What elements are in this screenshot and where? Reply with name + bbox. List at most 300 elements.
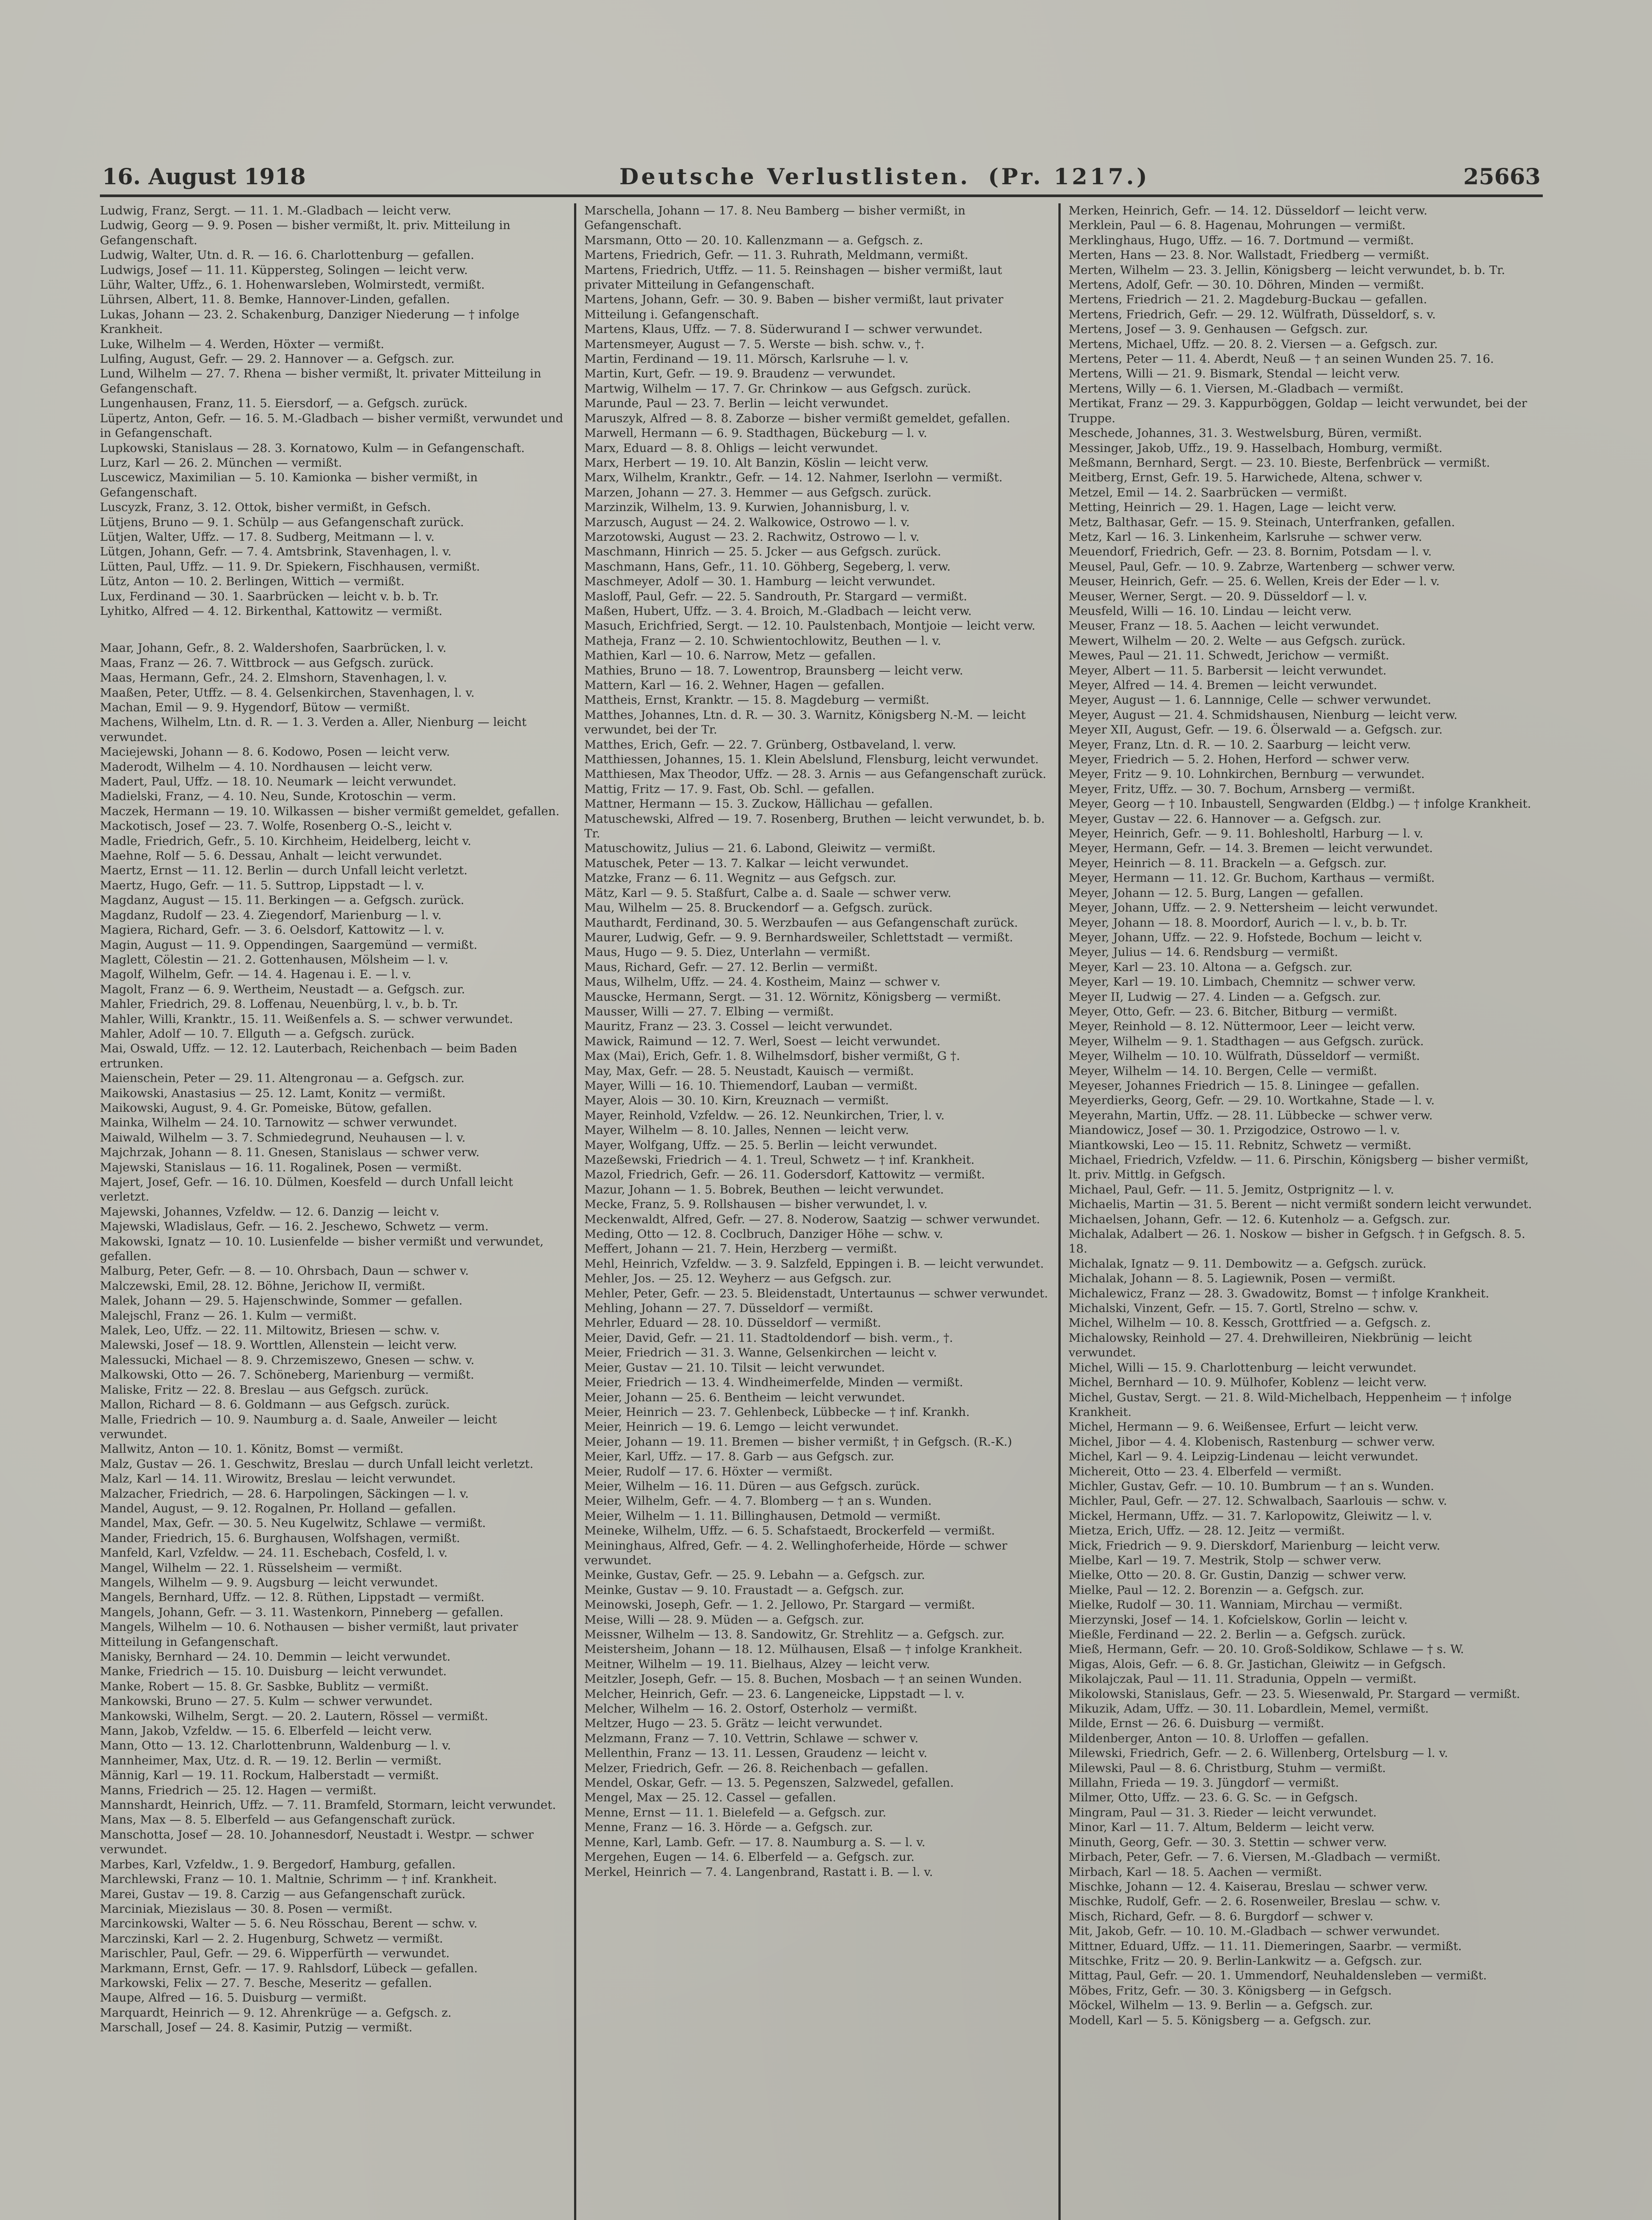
casualty-entry: Mertens, Adolf, Gefr. — 30. 10. Döhren, Minden — vermißt. [1069, 278, 1424, 292]
casualty-entry: Meinke, Gustav — 9. 10. Fraustadt — a. Gefgsch. zur. [584, 1583, 904, 1597]
casualty-entry: Marzen, Johann — 27. 3. Hemmer — aus Gefgsch. zurück. [584, 485, 932, 500]
casualty-entry: Mathien, Karl — 10. 6. Narrow, Metz — gefallen. [584, 649, 876, 663]
casualty-entry: Mai, Oswald, Uffz. — 12. 12. Lauterbach, Reichenbach — beim Baden ertrunken. [100, 1042, 517, 1070]
casualty-entry: Mauscke, Hermann, Sergt. — 31. 12. Wörnitz, Königsberg — vermißt. [584, 990, 1001, 1004]
casualty-entry: Manke, Robert — 15. 8. Gr. Sasbke, Bublitz — vermißt. [100, 1679, 429, 1693]
casualty-entry: Menne, Ernst — 11. 1. Bielefeld — a. Gefgsch. zur. [584, 1805, 887, 1820]
casualty-entry: Meyer, Alfred — 14. 4. Bremen — leicht verwundet. [1069, 678, 1377, 692]
casualty-entry: Mahler, Willi, Kranktr., 15. 11. Weißenfels a. S. — schwer verwundet. [100, 1012, 513, 1026]
casualty-entry: Melzmann, Franz — 7. 10. Vettrin, Schlawe — schwer v. [584, 1731, 919, 1745]
casualty-entry: Marischler, Paul, Gefr. — 29. 6. Wipperfürth — verwundet. [100, 1946, 450, 1961]
casualty-entry: Maczek, Hermann — 19. 10. Wilkassen — bisher vermißt gemeldet, gefallen. [100, 804, 560, 818]
casualty-entry: Malek, Johann — 29. 5. Hajenschwinde, Sommer — gefallen. [100, 1294, 463, 1308]
casualty-entry: Lulfing, August, Gefr. — 29. 2. Hannover — a. Gefgsch. zur. [100, 352, 455, 366]
casualty-entry: Mayer, Willi — 16. 10. Thiemendorf, Lauban — vermißt. [584, 1078, 918, 1093]
casualty-entry: Meyer, August — 1. 6. Lannnige, Celle — schwer verwundet. [1069, 693, 1431, 707]
casualty-entry: Meyer, Karl — 19. 10. Limbach, Chemnitz — schwer verw. [1069, 975, 1416, 989]
casualty-entry: Michael, Friedrich, Vzfeldw. — 11. 6. Pirschin, Königsberg — bisher vermißt, lt. priv. Mittlg. in Gefgsch. [1069, 1153, 1529, 1182]
casualty-entry: Majchrzak, Johann — 8. 11. Gnesen, Stanislaus — schwer verw. [100, 1146, 479, 1160]
casualty-entry: Lühr, Walter, Uffz., 6. 1. Hohenwarsleben, Wolmirstedt, vermißt. [100, 278, 485, 292]
casualty-entry: May, Max, Gefr. — 28. 5. Neustadt, Kauisch — vermißt. [584, 1064, 914, 1078]
casualty-entry: Meuser, Heinrich, Gefr. — 25. 6. Wellen, Kreis der Eder — l. v. [1069, 575, 1440, 589]
casualty-entry: Marschall, Josef — 24. 8. Kasimir, Putzig — vermißt. [100, 2021, 412, 2035]
casualty-entry: Malzacher, Friedrich, — 28. 6. Harpolingen, Säckingen — l. v. [100, 1487, 469, 1501]
casualty-entry: Meyer, Otto, Gefr. — 23. 6. Bitcher, Bitburg — vermißt. [1069, 1004, 1398, 1019]
casualty-entry: Lütjen, Walter, Uffz. — 17. 8. Sudberg, Meitmann — l. v. [100, 530, 435, 544]
casualty-entry: Mielke, Rudolf — 30. 11. Wanniam, Mirchau — vermißt. [1069, 1598, 1403, 1612]
header-rule [100, 194, 1543, 197]
casualty-entry: Malek, Leo, Uffz. — 22. 11. Miltowitz, Briesen — schw. v. [100, 1324, 440, 1338]
casualty-entry: Marcinkowski, Walter — 5. 6. Neu Rösschau, Berent — schw. v. [100, 1917, 478, 1931]
casualty-entry: Mander, Friedrich, 15. 6. Burghausen, Wolfshagen, vermißt. [100, 1531, 460, 1545]
casualty-entry: Mattheis, Ernst, Kranktr. — 15. 8. Magdeburg — vermißt. [584, 693, 930, 707]
casualty-entry: Martwig, Wilhelm — 17. 7. Gr. Chrinkow — aus Gefgsch. zurück. [584, 381, 971, 396]
casualty-entry: Mirbach, Peter, Gefr. — 7. 6. Viersen, M.-Gladbach — vermißt. [1069, 1850, 1441, 1864]
casualty-entry: Matuschewski, Alfred — 19. 7. Rosenberg, Bruthen — leicht verwundet, b. b. Tr. [584, 812, 1045, 841]
casualty-entry: Mertens, Peter — 11. 4. Aberdt, Neuß — † an seinen Wunden 25. 7. 16. [1069, 352, 1494, 366]
casualty-entry: Mauthardt, Ferdinand, 30. 5. Werzbaufen — aus Gefangenschaft zurück. [584, 916, 1018, 930]
casualty-entry: Mankowski, Wilhelm, Sergt. — 20. 2. Lautern, Rössel — vermißt. [100, 1709, 488, 1723]
casualty-entry: Millahn, Frieda — 19. 3. Jüngdorf — vermißt. [1069, 1776, 1339, 1790]
casualty-entry: Madle, Friedrich, Gefr., 5. 10. Kirchheim, Heidelberg, leicht v. [100, 834, 471, 848]
casualty-entry: Meitberg, Ernst, Gefr. 19. 5. Harwichede, Altena, schwer v. [1069, 471, 1423, 485]
casualty-entry: Mankowski, Bruno — 27. 5. Kulm — schwer verwundet. [100, 1694, 433, 1709]
casualty-entry: Mazur, Johann — 1. 5. Bobrek, Beuthen — leicht verwundet. [584, 1182, 944, 1197]
casualty-entry: Maertz, Ernst — 11. 12. Berlin — durch Unfall leicht verletzt. [100, 864, 467, 878]
casualty-entry: Martens, Friedrich, Gefr. — 11. 3. Ruhrath, Meldmann, vermißt. [584, 248, 968, 262]
casualty-entry: Lütjens, Bruno — 9. 1. Schülp — aus Gefangenschaft zurück. [100, 515, 464, 529]
casualty-entry: Magdanz, August — 15. 11. Berkingen — a. Gefgsch. zurück. [100, 893, 464, 908]
casualty-entry: Mazol, Friedrich, Gefr. — 26. 11. Godersdorf, Kattowitz — vermißt. [584, 1168, 985, 1182]
casualty-entry: Mickel, Hermann, Uffz. — 31. 7. Karlopowitz, Gleiwitz — l. v. [1069, 1509, 1432, 1523]
casualty-entry: Michler, Gustav, Gefr. — 10. 10. Bumbrum — † an s. Wunden. [1069, 1479, 1434, 1493]
casualty-entry: Mitschke, Fritz — 20. 9. Berlin-Lankwitz — a. Gefgsch. zur. [1069, 1954, 1422, 1968]
casualty-entry: Mattig, Fritz — 17. 9. Fast, Ob. Schl. — gefallen. [584, 782, 875, 796]
casualty-entry: Makowski, Ignatz — 10. 10. Lusienfelde — bisher vermißt und verwundet, gefallen. [100, 1234, 544, 1264]
casualty-entry: Meier, Heinrich — 23. 7. Gehlenbeck, Lübbecke — † inf. Krankh. [584, 1405, 970, 1419]
casualty-entry: Michalak, Adalbert — 26. 1. Noskow — bisher in Gefgsch. † in Gefgsch. 8. 5. 18. [1069, 1227, 1525, 1256]
casualty-entry: Meier, Friedrich — 31. 3. Wanne, Gelsenkirchen — leicht v. [584, 1346, 937, 1360]
casualty-entry: Meyerdierks, Georg, Gefr. — 29. 10. Wortkahne, Stade — l. v. [1069, 1094, 1435, 1108]
casualty-entry: Meyer, Johann — 18. 8. Moordorf, Aurich — l. v., b. b. Tr. [1069, 916, 1407, 930]
casualty-entry: Mertens, Josef — 3. 9. Genhausen — Gefgsch. zur. [1069, 322, 1368, 337]
casualty-entry: Michalewicz, Franz — 28. 3. Gwadowitz, Bomst — † infolge Krankheit. [1069, 1286, 1490, 1300]
casualty-entry: Meyer, Reinhold — 8. 12. Nüttermoor, Leer — leicht verw. [1069, 1019, 1415, 1034]
casualty-entry: Messinger, Jakob, Uffz., 19. 9. Hasselbach, Homburg, vermißt. [1069, 441, 1442, 455]
casualty-entry: Magolt, Franz — 6. 9. Wertheim, Neustadt — a. Gefgsch. zur. [100, 982, 465, 996]
casualty-entry: Mattner, Hermann — 15. 3. Zuckow, Hällichau — gefallen. [584, 797, 933, 811]
casualty-entry: Martens, Friedrich, Utffz. — 11. 5. Reinshagen — bisher vermißt, laut privater Mitteilung in Gefangenschaft. [584, 263, 1002, 292]
casualty-entry: Meier, Johann — 25. 6. Bentheim — leicht verwundet. [584, 1390, 905, 1404]
casualty-entry: Mallwitz, Anton — 10. 1. Könitz, Bomst — vermißt. [100, 1442, 404, 1456]
casualty-entry: Mackotisch, Josef — 23. 7. Wolfe, Rosenberg O.-S., leicht v. [100, 819, 452, 833]
casualty-entry: Mikuzik, Adam, Uffz. — 30. 11. Lobardlein, Memel, vermißt. [1069, 1702, 1429, 1716]
casualty-entry: Meinowski, Joseph, Gefr. — 1. 2. Jellowo, Pr. Stargard — vermißt. [584, 1598, 975, 1612]
casualty-entry: Majert, Josef, Gefr. — 16. 10. Dülmen, Koesfeld — durch Unfall leicht verletzt. [100, 1175, 513, 1204]
casualty-entry: Mayer, Alois — 30. 10. Kirn, Kreuznach — vermißt. [584, 1094, 889, 1108]
casualty-entry: Manfeld, Karl, Vzfeldw. — 24. 11. Eschebach, Cosfeld, l. v. [100, 1546, 448, 1560]
casualty-entry: Michel, Karl — 9. 4. Leipzig-Lindenau — leicht verwundet. [1069, 1450, 1418, 1464]
casualty-entry: Lührsen, Albert, 11. 8. Bemke, Hannover-Linden, gefallen. [100, 293, 450, 307]
casualty-entry: Meyer, Heinrich — 8. 11. Brackeln — a. Gefgsch. zur. [1069, 856, 1387, 870]
casualty-entry: Meinke, Gustav, Gefr. — 25. 9. Lebahn — a. Gefgsch. zur. [584, 1568, 925, 1582]
casualty-entry: Mertens, Friedrich — 21. 2. Magdeburg-Buckau — gefallen. [1069, 293, 1427, 307]
casualty-entry: Marx, Wilhelm, Kranktr., Gefr. — 14. 12. Nahmer, Iserlohn — vermißt. [584, 471, 1003, 485]
casualty-entry: Melzer, Friedrich, Gefr. — 26. 8. Reichenbach — gefallen. [584, 1761, 929, 1775]
casualty-entry: Meffert, Johann — 21. 7. Hein, Herzberg — vermißt. [584, 1242, 897, 1256]
casualty-entry: Mangels, Wilhelm — 9. 9. Augsburg — leicht verwundet. [100, 1575, 438, 1590]
header-title: Deutsche Verlustlisten. [619, 163, 971, 190]
casualty-entry: Mertens, Willy — 6. 1. Viersen, M.-Gladbach — vermißt. [1069, 381, 1404, 396]
casualty-entry: Melcher, Heinrich, Gefr. — 23. 6. Langeneicke, Lippstadt — l. v. [584, 1687, 965, 1701]
casualty-entry: Maderodt, Wilhelm — 4. 10. Nordhausen — leicht verw. [100, 760, 433, 774]
casualty-entry: Mieß, Hermann, Gefr. — 20. 10. Groß-Soldikow, Schlawe — † s. W. [1069, 1642, 1464, 1657]
casualty-list-columns [100, 203, 1543, 2220]
casualty-entry: Maschmeyer, Adolf — 30. 1. Hamburg — leicht verwundet. [584, 575, 935, 589]
casualty-entry: Maschmann, Hans, Gefr., 11. 10. Göhberg, Segeberg, l. verw. [584, 559, 951, 574]
casualty-entry: Mittner, Eduard, Uffz. — 11. 11. Diemeringen, Saarbr. — vermißt. [1069, 1939, 1462, 1953]
casualty-entry: Mertens, Willi — 21. 9. Bismark, Stendal — leicht verw. [1069, 367, 1400, 381]
casualty-entry: Marwell, Hermann — 6. 9. Stadthagen, Bückeburg — l. v. [584, 426, 927, 440]
casualty-entry: Mannheimer, Max, Utz. d. R. — 19. 12. Berlin — vermißt. [100, 1753, 442, 1768]
casualty-entry: Matuschek, Peter — 13. 7. Kalkar — leicht verwundet. [584, 856, 909, 870]
casualty-entry: Lütten, Paul, Uffz. — 11. 9. Dr. Spiekern, Fischhausen, vermißt. [100, 559, 480, 574]
casualty-entry: Luscyzk, Franz, 3. 12. Ottok, bisher vermißt, in Gefsch. [100, 500, 431, 515]
casualty-entry: Meyer, Karl — 23. 10. Altona — a. Gefgsch. zur. [1069, 960, 1353, 974]
casualty-entry: Mehler, Peter, Gefr. — 23. 5. Bleidenstadt, Untertaunus — schwer verwundet. [584, 1286, 1048, 1300]
casualty-entry: Matzke, Franz — 6. 11. Wegnitz — aus Gefgsch. zur. [584, 871, 896, 885]
casualty-entry: Martin, Ferdinand — 19. 11. Mörsch, Karlsruhe — l. v. [584, 352, 909, 366]
casualty-entry: Metz, Balthasar, Gefr. — 15. 9. Steinach, Unterfranken, gefallen. [1069, 515, 1455, 529]
casualty-entry: Mittag, Paul, Gefr. — 20. 1. Ummendorf, Neuhaldensleben — vermißt. [1069, 1969, 1487, 1983]
casualty-entry: Marx, Eduard — 8. 8. Ohligs — leicht verwundet. [584, 441, 879, 455]
casualty-entry: Meyer, Gustav — 22. 6. Hannover — a. Gefgsch. zur. [1069, 812, 1382, 826]
casualty-entry: Meitzler, Joseph, Gefr. — 15. 8. Buchen, Mosbach — † an seinen Wunden. [584, 1672, 1022, 1686]
casualty-entry: Meuendorf, Friedrich, Gefr. — 23. 8. Bornim, Potsdam — l. v. [1069, 545, 1432, 559]
casualty-entry: Mann, Otto — 13. 12. Charlottenbrunn, Waldenburg — l. v. [100, 1739, 451, 1753]
casualty-entry: Malle, Friedrich — 10. 9. Naumburg a. d. Saale, Anweiler — leicht verwundet. [100, 1412, 497, 1441]
casualty-entry: Mikolowski, Stanislaus, Gefr. — 23. 5. Wiesenwald, Pr. Stargard — vermißt. [1069, 1687, 1520, 1701]
casualty-entry: Meyer II, Ludwig — 27. 4. Linden — a. Gefgsch. zur. [1069, 990, 1381, 1004]
casualty-entry: Michel, Hermann — 9. 6. Weißensee, Erfurt — leicht verw. [1069, 1420, 1418, 1434]
casualty-entry: Meuser, Werner, Sergt. — 20. 9. Düsseldorf — l. v. [1069, 589, 1367, 603]
casualty-entry: Miandowicz, Josef — 30. 1. Przigodzice, Ostrowo — l. v. [1069, 1123, 1400, 1138]
casualty-entry: Ludwigs, Josef — 11. 11. Küppersteg, Solingen — leicht verw. [100, 263, 468, 277]
casualty-entry: Marquardt, Heinrich — 9. 12. Ahrenkrüge — a. Gefgsch. z. [100, 2006, 452, 2020]
casualty-entry: Meier, Gustav — 21. 10. Tilsit — leicht verwundet. [584, 1360, 885, 1375]
casualty-entry: Meier, Wilhelm — 1. 11. Billinghausen, Detmold — vermißt. [584, 1509, 941, 1523]
casualty-entry: Mayer, Reinhold, Vzfeldw. — 26. 12. Neunkirchen, Trier, l. v. [584, 1108, 945, 1122]
casualty-entry: Merkel, Heinrich — 7. 4. Langenbrand, Rastatt i. B. — l. v. [584, 1865, 933, 1879]
casualty-entry: Menne, Karl, Lamb. Gefr. — 17. 8. Naumburg a. S. — l. v. [584, 1835, 926, 1849]
casualty-entry: Meyerahn, Martin, Uffz. — 28. 11. Lübbecke — schwer verw. [1069, 1108, 1433, 1122]
casualty-entry: Manke, Friedrich — 15. 10. Duisburg — leicht verwundet. [100, 1665, 447, 1679]
casualty-entry: Maas, Franz — 26. 7. Wittbrock — aus Gefgsch. zurück. [100, 656, 434, 670]
casualty-entry: Merklein, Paul — 6. 8. Hagenau, Mohrungen — vermißt. [1069, 218, 1406, 233]
casualty-entry: Madielski, Franz, — 4. 10. Neu, Sunde, Krotoschin — verm. [100, 789, 456, 804]
casualty-entry: Milde, Ernst — 26. 6. Duisburg — vermißt. [1069, 1717, 1324, 1731]
casualty-entry: Michel, Jibor — 4. 4. Klobenisch, Rastenburg — schwer verw. [1069, 1435, 1435, 1449]
casualty-entry: Meltzer, Hugo — 23. 5. Grätz — leicht verwundet. [584, 1717, 883, 1731]
casualty-entry: Malburg, Peter, Gefr. — 8. — 10. Ohrsbach, Daun — schwer v. [100, 1264, 469, 1278]
casualty-entry: Meier, Wilhelm — 16. 11. Düren — aus Gefgsch. zurück. [584, 1479, 920, 1493]
casualty-entry: Michel, Gustav, Sergt. — 21. 8. Wild-Michelbach, Heppenheim — † infolge Krankheit. [1069, 1390, 1512, 1419]
casualty-entry: Markmann, Ernst, Gefr. — 17. 9. Rahlsdorf, Lübeck — gefallen. [100, 1961, 478, 1975]
casualty-entry: Mattern, Karl — 16. 2. Wehner, Hagen — gefallen. [584, 678, 885, 692]
casualty-entry: Meyer, Johann — 12. 5. Burg, Langen — gefallen. [1069, 886, 1364, 900]
casualty-entry: Minor, Karl — 11. 7. Altum, Belderm — leicht verw. [1069, 1820, 1375, 1835]
casualty-entry: Malczewski, Emil, 28. 12. Böhne, Jerichow II, vermißt. [100, 1279, 425, 1293]
casualty-entry: Mausser, Willi — 27. 7. Elbing — vermißt. [584, 1004, 834, 1019]
casualty-entry: Michler, Paul, Gefr. — 27. 12. Schwalbach, Saarlouis — schw. v. [1069, 1494, 1447, 1508]
casualty-entry: Marzusch, August — 24. 2. Walkowice, Ostrowo — l. v. [584, 515, 910, 529]
casualty-entry: Lux, Ferdinand — 30. 1. Saarbrücken — leicht v. b. b. Tr. [100, 589, 439, 603]
casualty-entry: Michel, Bernhard — 10. 9. Mülhofer, Koblenz — leicht verw. [1069, 1376, 1427, 1390]
casualty-entry: Lungenhausen, Franz, 11. 5. Eiersdorf, — a. Gefgsch. zurück. [100, 396, 468, 411]
casualty-entry: Maupe, Alfred — 16. 5. Duisburg — vermißt. [100, 1991, 367, 2005]
casualty-entry: Manschotta, Josef — 28. 10. Johannesdorf, Neustadt i. Westpr. — schwer verwundet. [100, 1828, 534, 1857]
casualty-entry: Marbes, Karl, Vzfeldw., 1. 9. Bergedorf, Hamburg, gefallen. [100, 1857, 456, 1871]
casualty-entry: Meyer, Fritz, Uffz. — 30. 7. Bochum, Arnsberg — vermißt. [1069, 782, 1415, 796]
casualty-entry: Mertens, Friedrich, Gefr. — 29. 12. Wülfrath, Düsseldorf, s. v. [1069, 307, 1436, 321]
casualty-entry: Martens, Klaus, Uffz. — 7. 8. Süderwurand I — schwer verwundet. [584, 322, 983, 337]
casualty-entry: Mewes, Paul — 21. 11. Schwedt, Jerichow — vermißt. [1069, 649, 1390, 663]
casualty-entry: Meyer, Heinrich, Gefr. — 9. 11. Bohlesholtl, Harburg — l. v. [1069, 827, 1423, 841]
casualty-entry: Mangels, Bernhard, Uffz. — 12. 8. Rüthen, Lippstadt — vermißt. [100, 1590, 485, 1605]
column-1 [100, 203, 576, 2220]
casualty-entry: Marx, Herbert — 19. 10. Alt Banzin, Köslin — leicht verw. [584, 456, 929, 470]
casualty-entry: Meier, Rudolf — 17. 6. Höxter — vermißt. [584, 1464, 833, 1479]
casualty-entry: Magolf, Wilhelm, Gefr. — 14. 4. Hagenau i. E. — l. v. [100, 967, 412, 982]
casualty-entry: Mandel, Max, Gefr. — 30. 5. Neu Kugelwitz, Schlawe — vermißt. [100, 1516, 486, 1530]
casualty-entry: Meusfeld, Willi — 16. 10. Lindau — leicht verw. [1069, 604, 1352, 618]
casualty-entry: Meyer, Friedrich — 5. 2. Hohen, Herford — schwer verw. [1069, 753, 1410, 767]
casualty-entry: Mawick, Raimund — 12. 7. Werl, Soest — leicht verwundet. [584, 1034, 941, 1048]
casualty-entry: Mertikat, Franz — 29. 3. Kappurböggen, Goldap — leicht verwundet, bei der Truppe. [1069, 396, 1527, 425]
casualty-entry: Mit, Jakob, Gefr. — 10. 10. M.-Gladbach — schwer verwundet. [1069, 1924, 1440, 1939]
casualty-entry: Meistersheim, Johann — 18. 12. Mülhausen, Elsaß — † infolge Krankheit. [584, 1642, 1023, 1657]
casualty-entry: Luscewicz, Maximilian — 5. 10. Kamionka — bisher vermißt, in Gefangenschaft. [100, 471, 478, 500]
casualty-entry: Mellenthin, Franz — 13. 11. Lessen, Graudenz — leicht v. [584, 1746, 927, 1760]
casualty-entry: Ludwig, Franz, Sergt. — 11. 1. M.-Gladbach — leicht verw. [100, 204, 452, 218]
casualty-entry: Majewski, Wladislaus, Gefr. — 16. 2. Jeschewo, Schwetz — verm. [100, 1220, 489, 1234]
casualty-entry: Masloff, Paul, Gefr. — 22. 5. Sandrouth, Pr. Stargard — vermißt. [584, 589, 967, 603]
casualty-entry: Mikolajczak, Paul — 11. 11. Stradunia, Oppeln — vermißt. [1069, 1672, 1417, 1686]
casualty-entry: Michalak, Johann — 8. 5. Lagiewnik, Posen — vermißt. [1069, 1272, 1396, 1286]
casualty-entry: Mathies, Bruno — 18. 7. Lowentrop, Braunsberg — leicht verw. [584, 663, 963, 678]
casualty-entry: Marczinski, Karl — 2. 2. Hugenburg, Schwetz — vermißt. [100, 1931, 443, 1946]
casualty-entry: Michereit, Otto — 23. 4. Elberfeld — vermißt. [1069, 1464, 1342, 1479]
casualty-entry: Mahler, Friedrich, 29. 8. Loffenau, Neuenbürg, l. v., b. b. Tr. [100, 997, 459, 1011]
casualty-entry: Lund, Wilhelm — 27. 7. Rhena — bisher vermißt, lt. privater Mitteilung in Gefangenschaft. [100, 367, 542, 396]
casualty-entry: Mallon, Richard — 8. 6. Goldmann — aus Gefgsch. zurück. [100, 1398, 450, 1412]
casualty-entry: Meyer, Johann, Uffz. — 22. 9. Hofstede, Bochum — leicht v. [1069, 930, 1422, 944]
casualty-entry: Mayer, Wolfgang, Uffz. — 25. 5. Berlin — leicht verwundet. [584, 1138, 938, 1152]
casualty-entry: Mick, Friedrich — 9. 9. Dierskdorf, Marienburg — leicht verw. [1069, 1538, 1441, 1553]
casualty-entry: Mannshardt, Heinrich, Uffz. — 7. 11. Bramfeld, Stormarn, leicht verwundet. [100, 1798, 556, 1812]
casualty-entry: Meyer, Wilhelm — 10. 10. Wülfrath, Düsseldorf — vermißt. [1069, 1049, 1420, 1063]
column-3 [1061, 203, 1543, 2220]
casualty-entry: Melcher, Wilhelm — 16. 2. Ostorf, Osterholz — vermißt. [584, 1702, 918, 1716]
casualty-entry: Marchlewski, Franz — 10. 1. Maltnie, Schrimm — † inf. Krankheit. [100, 1872, 497, 1887]
casualty-entry: Metting, Heinrich — 29. 1. Hagen, Lage — leicht verw. [1069, 500, 1397, 515]
casualty-entry: Miantkowski, Leo — 15. 11. Rebnitz, Schwetz — vermißt. [1069, 1138, 1412, 1152]
casualty-entry: Meyer, Franz, Ltn. d. R. — 10. 2. Saarburg — leicht verw. [1069, 737, 1411, 752]
casualty-entry: Manns, Friedrich — 25. 12. Hagen — vermißt. [100, 1783, 376, 1797]
header-page-number: 25663 [1463, 163, 1541, 190]
casualty-entry: Meyer XII, August, Gefr. — 19. 6. Ölserwald — a. Gefgsch. zur. [1069, 723, 1443, 737]
casualty-entry: Mietza, Erich, Uffz. — 28. 12. Jeitz — vermißt. [1069, 1524, 1345, 1538]
casualty-entry: Mischke, Rudolf, Gefr. — 2. 6. Rosenweiler, Breslau — schw. v. [1069, 1895, 1441, 1909]
casualty-entry: Meyer, Johann, Uffz. — 2. 9. Nettersheim — leicht verwundet. [1069, 901, 1438, 915]
casualty-entry: Marschella, Johann — 17. 8. Neu Bamberg — bisher vermißt, in Gefangenschaft. [584, 204, 966, 233]
casualty-entry: Martensmeyer, August — 7. 5. Werste — bish. schw. v., †. [584, 337, 925, 351]
casualty-entry: Lüpertz, Anton, Gefr. — 16. 5. M.-Gladbach — bisher vermißt, verwundet und in Gefangenschaft. [100, 411, 563, 440]
casualty-entry: Magdanz, Rudolf — 23. 4. Ziegendorf, Marienburg — l. v. [100, 908, 442, 922]
header-issue: (Pr. 1217.) [988, 163, 1150, 190]
column-2 [576, 203, 1061, 2220]
casualty-entry: Meier, David, Gefr. — 21. 11. Stadtoldendorf — bish. verm., †. [584, 1331, 953, 1345]
casualty-entry: Mau, Wilhelm — 25. 8. Bruckendorf — a. Gefgsch. zurück. [584, 901, 933, 915]
casualty-entry: Maschmann, Hinrich — 25. 5. Jcker — aus Gefgsch. zurück. [584, 545, 941, 559]
casualty-entry: Möckel, Wilhelm — 13. 9. Berlin — a. Gefgsch. zur. [1069, 1998, 1373, 2013]
casualty-entry: Meyer, Georg — † 10. Inbaustell, Sengwarden (Eldbg.) — † infolge Krankheit. [1069, 797, 1531, 811]
casualty-entry: Lütgen, Johann, Gefr. — 7. 4. Amtsbrink, Stavenhagen, l. v. [100, 545, 452, 559]
casualty-entry: Markowski, Felix — 27. 7. Besche, Meseritz — gefallen. [100, 1976, 432, 1990]
casualty-entry: Migas, Alois, Gefr. — 6. 8. Gr. Jastichan, Gleiwitz — in Gefgsch. [1069, 1657, 1446, 1671]
casualty-entry: Matthiesen, Max Theodor, Uffz. — 28. 3. Arnis — aus Gefangenschaft zurück. [584, 767, 1046, 781]
casualty-entry: Manisky, Bernhard — 24. 10. Demmin — leicht verwundet. [100, 1650, 451, 1664]
casualty-entry: Maglett, Cölestin — 21. 2. Gottenhausen, Mölsheim — l. v. [100, 952, 448, 967]
casualty-entry: Malejschl, Franz — 26. 1. Kulm — vermißt. [100, 1308, 357, 1323]
casualty-entry: Mierzynski, Josef — 14. 1. Kofcielskow, Gorlin — leicht v. [1069, 1613, 1408, 1627]
casualty-entry: Meier, Wilhelm, Gefr. — 4. 7. Blomberg — † an s. Wunden. [584, 1494, 932, 1508]
casualty-entry: Majewski, Johannes, Vzfeldw. — 12. 6. Danzig — leicht v. [100, 1205, 440, 1219]
casualty-entry: Maar, Johann, Gefr., 8. 2. Waldershofen, Saarbrücken, l. v. [100, 641, 447, 655]
casualty-entry: Martens, Johann, Gefr. — 30. 9. Baben — bisher vermißt, laut privater Mitteilung i. Gefangenschaft. [584, 293, 1003, 321]
casualty-entry: Michalowsky, Reinhold — 27. 4. Drehwilleiren, Niekbrünig — leicht verwundet. [1069, 1331, 1472, 1360]
casualty-entry: Mielke, Otto — 20. 8. Gr. Gustin, Danzig — schwer verw. [1069, 1568, 1406, 1582]
casualty-entry: Matthes, Johannes, Ltn. d. R. — 30. 3. Warnitz, Königsberg N.-M. — leicht verwundet, bei der Tr. [584, 708, 1026, 737]
casualty-entry: Malewski, Josef — 18. 9. Worttlen, Allenstein — leicht verw. [100, 1338, 457, 1352]
casualty-entry: Meusel, Paul, Gefr. — 10. 9. Zabrze, Wartenberg — schwer verw. [1069, 559, 1455, 574]
casualty-entry: Michael, Paul, Gefr. — 11. 5. Jemitz, Ostprignitz — l. v. [1069, 1182, 1394, 1197]
casualty-entry: Machan, Emil — 9. 9. Hygendorf, Bütow — vermißt. [100, 701, 410, 714]
casualty-entry: Mangels, Wilhelm — 10. 6. Nothausen — bisher vermißt, laut privater Mitteilung in Gefangenschaft. [100, 1620, 518, 1649]
casualty-entry: Masuch, Erichfried, Sergt. — 12. 10. Paulstenbach, Montjoie — leicht verw. [584, 619, 1036, 633]
casualty-entry: Meitner, Wilhelm — 19. 11. Bielhaus, Alzey — leicht verw. [584, 1657, 930, 1671]
casualty-entry: Mätz, Karl — 9. 5. Staßfurt, Calbe a. d. Saale — schwer verw. [584, 886, 951, 900]
casualty-entry: Mertens, Michael, Uffz. — 20. 8. 2. Viersen — a. Gefgsch. zur. [1069, 337, 1438, 351]
casualty-entry: Maehne, Rolf — 5. 6. Dessau, Anhalt — leicht verwundet. [100, 849, 443, 863]
casualty-entry: Marsmann, Otto — 20. 10. Kallenzmann — a. Gefgsch. z. [584, 233, 923, 247]
casualty-entry: Meininghaus, Alfred, Gefr. — 4. 2. Wellinghoferheide, Hörde — schwer verwundet. [584, 1538, 1007, 1567]
casualty-entry: Mischke, Johann — 12. 4. Kaiserau, Breslau — schwer verw. [1069, 1879, 1428, 1894]
casualty-entry: Mielke, Paul — 12. 2. Borenzin — a. Gefgsch. zur. [1069, 1583, 1364, 1597]
casualty-entry: Malkowski, Otto — 26. 7. Schöneberg, Marienburg — vermißt. [100, 1368, 475, 1382]
casualty-entry: Möbes, Fritz, Gefr. — 30. 3. Königsberg — in Gefgsch. [1069, 1983, 1392, 1998]
casualty-entry: Maikowski, Anastasius — 25. 12. Lamt, Konitz — vermißt. [100, 1086, 446, 1100]
casualty-entry: Michaelsen, Johann, Gefr. — 12. 6. Kutenholz — a. Gefgsch. zur. [1069, 1212, 1450, 1226]
casualty-entry: Magiera, Richard, Gefr. — 3. 6. Oelsdorf, Kattowitz — l. v. [100, 923, 444, 937]
casualty-entry: Mecke, Franz, 5. 9. Rollshausen — bisher verwundet, l. v. [584, 1197, 928, 1212]
casualty-entry: Mehrler, Eduard — 28. 10. Düsseldorf — vermißt. [584, 1316, 881, 1330]
casualty-entry: Meyer, Julius — 14. 6. Rendsburg — vermißt. [1069, 945, 1338, 959]
casualty-entry: Maaßen, Peter, Utffz. — 8. 4. Gelsenkirchen, Stavenhagen, l. v. [100, 686, 475, 700]
casualty-entry: Meier, Johann — 19. 11. Bremen — bisher vermißt, † in Gefgsch. (R.-K.) [584, 1435, 1012, 1449]
casualty-entry: Misch, Richard, Gefr. — 8. 6. Burgdorf — schwer v. [1069, 1909, 1374, 1923]
casualty-entry: Maikowski, August, 9. 4. Gr. Pomeiske, Bütow, gefallen. [100, 1101, 432, 1115]
casualty-entry: Meyer, Fritz — 9. 10. Lohnkirchen, Bernburg — verwundet. [1069, 767, 1425, 781]
casualty-entry: Mildenberger, Anton — 10. 8. Urloffen — gefallen. [1069, 1731, 1369, 1745]
casualty-entry: Marunde, Paul — 23. 7. Berlin — leicht verwundet. [584, 396, 889, 411]
casualty-entry: Marzotowski, August — 23. 2. Rachwitz, Ostrowo — l. v. [584, 530, 919, 544]
casualty-entry: Meuser, Franz — 18. 5. Aachen — leicht verwundet. [1069, 619, 1379, 633]
casualty-entry: Martin, Kurt, Gefr. — 19. 9. Braudenz — verwundet. [584, 367, 896, 381]
casualty-entry: Meyer, Wilhelm — 14. 10. Bergen, Celle — vermißt. [1069, 1064, 1377, 1078]
casualty-entry: Männig, Karl — 19. 11. Rockum, Halberstadt — vermißt. [100, 1768, 439, 1783]
casualty-entry: Maciejewski, Johann — 8. 6. Kodowo, Posen — leicht verw. [100, 745, 450, 759]
casualty-entry: Meier, Heinrich — 19. 6. Lemgo — leicht verwundet. [584, 1420, 899, 1434]
casualty-entry: Maurer, Ludwig, Gefr. — 9. 9. Bernhardsweiler, Schlettstadt — vermißt. [584, 930, 1013, 944]
casualty-entry: Mans, Max — 8. 5. Elberfeld — aus Gefangenschaft zurück. [100, 1813, 456, 1827]
casualty-entry: Ludwig, Georg — 9. 9. Posen — bisher vermißt, lt. priv. Mitteilung in Gefangenschaft. [100, 218, 511, 247]
casualty-entry: Milewski, Friedrich, Gefr. — 2. 6. Willenberg, Ortelsburg — l. v. [1069, 1746, 1448, 1760]
casualty-entry: Lurz, Karl — 26. 2. München — vermißt. [100, 456, 342, 470]
casualty-entry: Merten, Wilhelm — 23. 3. Jellin, Königsberg — leicht verwundet, b. b. Tr. [1069, 263, 1505, 277]
casualty-entry: Mendel, Oskar, Gefr. — 13. 5. Pegenszen, Salzwedel, gefallen. [584, 1776, 954, 1790]
casualty-entry: Madert, Paul, Uffz. — 18. 10. Neumark — leicht verwundet. [100, 775, 457, 789]
casualty-entry: Mielbe, Karl — 19. 7. Mestrik, Stolp — schwer verw. [1069, 1553, 1382, 1567]
casualty-entry: Marei, Gustav — 19. 8. Carzig — aus Gefangenschaft zurück. [100, 1887, 466, 1901]
casualty-entry: Maus, Hugo — 9. 5. Diez, Unterlahn — vermißt. [584, 945, 871, 959]
casualty-entry: Michel, Wilhelm — 10. 8. Kessch, Grottfried — a. Gefgsch. z. [1069, 1316, 1431, 1330]
casualty-entry: Marciniak, Miezislaus — 30. 8. Posen — vermißt. [100, 1902, 393, 1916]
casualty-entry: Meyer, August — 21. 4. Schmidshausen, Nienburg — leicht verw. [1069, 708, 1458, 722]
header-center [619, 163, 1150, 190]
casualty-entry: Mehl, Heinrich, Vzfeldw. — 3. 9. Salzfeld, Eppingen i. B. — leicht verwundet. [584, 1257, 1044, 1271]
casualty-entry: Lupkowski, Stanislaus — 28. 3. Kornatowo, Kulm — in Gefangenschaft. [100, 441, 525, 455]
casualty-entry: Maiwald, Wilhelm — 3. 7. Schmiedegrund, Neuhausen — l. v. [100, 1130, 466, 1145]
section-gap [100, 626, 566, 634]
casualty-entry: Meyer, Hermann, Gefr. — 14. 3. Bremen — leicht verwundet. [1069, 841, 1433, 856]
casualty-entry: Meier, Karl, Uffz. — 17. 8. Garb — aus Gefgsch. zur. [584, 1450, 895, 1464]
casualty-entry: Meise, Willi — 28. 9. Müden — a. Gefgsch. zur. [584, 1613, 864, 1627]
casualty-entry: Ludwig, Walter, Utn. d. R. — 16. 6. Charlottenburg — gefallen. [100, 248, 475, 262]
casualty-entry: Meissner, Wilhelm — 13. 8. Sandowitz, Gr. Strehlitz — a. Gefgsch. zur. [584, 1628, 1005, 1641]
casualty-entry: Minuth, Georg, Gefr. — 30. 3. Stettin — schwer verw. [1069, 1835, 1387, 1849]
casualty-entry: Meyer, Albert — 11. 5. Barbersit — leicht verwundet. [1069, 663, 1387, 678]
casualty-entry: Meckenwaldt, Alfred, Gefr. — 27. 8. Noderow, Saatzig — schwer verwundet. [584, 1212, 1040, 1226]
casualty-entry: Mauritz, Franz — 23. 3. Cossel — leicht verwundet. [584, 1019, 893, 1034]
casualty-entry: Metzel, Emil — 14. 2. Saarbrücken — vermißt. [1069, 485, 1347, 500]
casualty-entry: Menne, Franz — 16. 3. Hörde — a. Gefgsch. zur. [584, 1820, 873, 1835]
casualty-entry: Lütz, Anton — 10. 2. Berlingen, Wittich — vermißt. [100, 575, 404, 589]
casualty-entry: Malz, Gustav — 26. 1. Geschwitz, Breslau — durch Unfall leicht verletzt. [100, 1457, 534, 1471]
casualty-entry: Mainka, Wilhelm — 24. 10. Tarnowitz — schwer verwundet. [100, 1116, 457, 1130]
casualty-entry: Mirbach, Karl — 18. 5. Aachen — vermißt. [1069, 1865, 1322, 1879]
casualty-entry: Modell, Karl — 5. 5. Königsberg — a. Gefgsch. zur. [1069, 2013, 1371, 2027]
casualty-entry: Meßmann, Bernhard, Sergt. — 23. 10. Bieste, Berfenbrück — vermißt. [1069, 456, 1490, 470]
casualty-entry: Mazeßewski, Friedrich — 4. 1. Treul, Schwetz — † inf. Krankheit. [584, 1153, 975, 1167]
casualty-entry: Michaelis, Martin — 31. 5. Berent — nicht vermißt sondern leicht verwundet. [1069, 1197, 1532, 1212]
page-header [102, 161, 1541, 192]
casualty-entry: Maienschein, Peter — 29. 11. Altengronau — a. Gefgsch. zur. [100, 1071, 465, 1086]
casualty-entry: Mehling, Johann — 27. 7. Düsseldorf — vermißt. [584, 1301, 874, 1316]
casualty-entry: Mießle, Ferdinand — 22. 2. Berlin — a. Gefgsch. zurück. [1069, 1628, 1406, 1641]
casualty-entry: Matheja, Franz — 2. 10. Schwientochlowitz, Beuthen — l. v. [584, 634, 941, 648]
casualty-entry: Mingram, Paul — 31. 3. Rieder — leicht verwundet. [1069, 1805, 1377, 1820]
